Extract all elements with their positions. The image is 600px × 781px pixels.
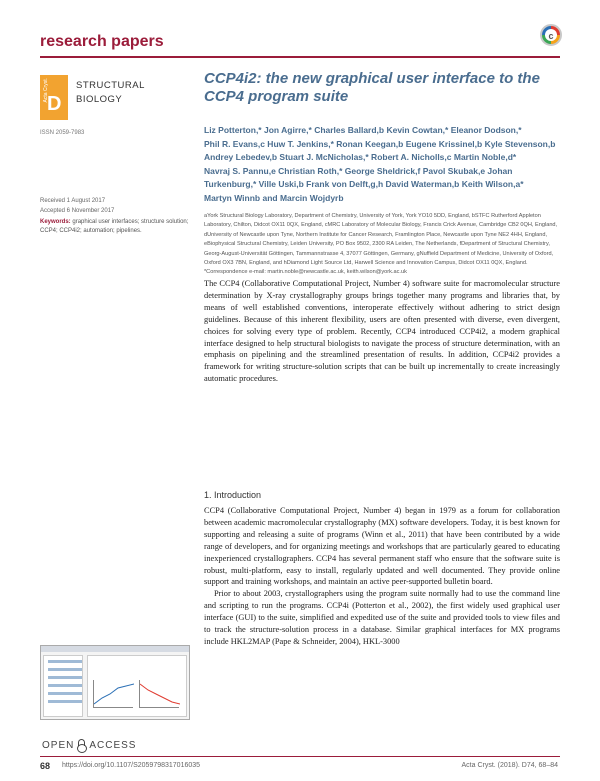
- thumbnail-graph-left-line: [94, 680, 134, 708]
- thumbnail-graph-right-line: [140, 680, 180, 708]
- open-lock-icon: [77, 739, 86, 751]
- thumbnail-row: [48, 684, 82, 687]
- body-text: [204, 505, 560, 648]
- title-line1: CCP4i2: the new graphical user interface to the: [204, 70, 540, 87]
- author-line: Andrey Lebedev,b Stuart J. McNicholas,* Robert A. Nicholls,c Martin Noble,d*: [204, 152, 517, 162]
- body-paragraph: Prior to about 2003, crystallographers using the program suite normally had to use the command line and scripting to run the programs. CCP4i (Potterton et al., 2002), the first widely used graphical user interface (GUI) to the suite, simplified and expedited use of the suite and provided tools to view files and to track the structure-solution process in a database. Similar graphical interfaces for MX programs include HKL2MAP (Pape & Schneider, 2004), HKL-3000: [204, 589, 560, 646]
- crossmark-glyph: c: [548, 31, 554, 41]
- thumbnail-graph-right: [139, 680, 179, 708]
- thumbnail-row: [48, 692, 82, 695]
- doi-link[interactable]: https://doi.org/10.1107/S2059798317016035: [62, 762, 201, 769]
- open-access-label: OPEN: [42, 739, 75, 751]
- open-access-badge: [42, 739, 136, 751]
- author-line: Phil R. Evans,c Huw T. Jenkins,* Ronan Keegan,b Eugene Krissinel,b Kyle Stevenson,b: [204, 138, 556, 149]
- section-heading: 1. Introduction: [204, 490, 262, 500]
- body-paragraph: CCP4 (Collaborative Computational Project, Number 4) began in 1979 as a forum for collaboration between academic macromolecular crystallography (MX) software developers. Today, it is best known for supporting and releasing a suite of programs (Winn et al., 2011) that have been contributed by a wide range of developers, and for organizing meetings and workshops that are particularly geared to educating inexperienced crystallographers. CCP4 has several permanent staff who ensure that the software suite is robust, multi-platform, easy to install, regularly updated and well documented. They provide online support and training workshops, and maintain an active peer-supported bulletin board.: [204, 506, 560, 587]
- open-access-label2: ACCESS: [89, 739, 137, 751]
- keywords-label: Keywords:: [40, 219, 71, 225]
- logo-letter: D: [47, 93, 62, 115]
- author-line: Martyn Winnb and Marcin Wojdyrb: [204, 192, 344, 203]
- title-line2: CCP4 program suite: [204, 88, 349, 105]
- affiliations: aYork Structural Biology Laboratory, Department of Chemistry, University of York, York YO10 5DD, England, bSTFC Rutherford Appleton Laboratory, Chilton, Didcot OX11 0QX, England, cMRC Laboratory of Molecular Biology, Francis Crick Avenue, Cambridge CB2 0QH, England, dUniversity of Newcastle upon Tyne, Northern Institute for Cancer Research, Framlington Place, Newcastle upon Tyne NE2 4HH, England, eBiophysical Structural Chemistry, Leiden University, PO Box 9502, 2300 RA Leiden, The Netherlands, fDepartment of Structural Chemistry, Georg-August-Universität Göttingen, Tammannstrasse 4, 37077 Göttingen, Germany, gNuffield Department of Medicine, University of Oxford, Oxford OX3 7BN, England, and hDiamond Light Source Ltd, Harwell Science and Innovation Campus, Didcot OX11 0QX, England. *Correspondence e-mail: martin.noble@newcastle.ac.uk, keith.wilson@york.ac.uk: [204, 213, 558, 276]
- thumbnail-graph-left: [93, 680, 133, 708]
- logo-vertical-text: Acta Cryst.: [43, 78, 49, 103]
- thumbnail-row: [48, 660, 82, 663]
- thumbnail-sidebar: [43, 655, 83, 717]
- crossmark-icon[interactable]: [540, 24, 562, 46]
- journal-logo: [40, 75, 68, 120]
- author-line: Navraj S. Pannu,e Christian Roth,* George Sheldrick,f Pavol Skubak,e Johan: [204, 165, 513, 176]
- footer-divider: [40, 756, 560, 757]
- header-divider: [40, 56, 560, 58]
- thumbnail-row: [48, 676, 82, 679]
- journal-name: [76, 79, 145, 107]
- keywords: [40, 218, 190, 236]
- gui-screenshot-thumbnail: [40, 645, 190, 720]
- author-line: Turkenburg,* Ville Uski,b Frank von Delft,g,h David Waterman,b Keith Wilson,a*: [204, 179, 524, 189]
- keywords-text: graphical user interfaces; structure solution; CCP4; CCP4i2; automation; pipelines.: [40, 219, 189, 234]
- article-dates: [40, 196, 114, 216]
- thumbnail-titlebar: [41, 646, 189, 652]
- abstract: The CCP4 (Collaborative Computational Project, Number 4) software suite for macromolecular structure determination by X-ray crystallography groups brings together many programs and libraries that, by means of well established conventions, interoperate effectively without adhering to strict design guidelines. Because of this inherent flexibility, users are often presented with diverse, even divergent, choices for solving every type of problem. Recently, CCP4 introduced CCP4i2, a modern graphical interface designed to help structural biologists to navigate the process of structure determination, with an emphasis on pipelining and the streamlined presentation of results. In addition, CCP4i2 provides a framework for writing structure-solution scripts that can be built up incrementally to create increasingly automatic procedures.: [204, 279, 560, 384]
- accepted-date: Accepted 6 November 2017: [40, 208, 115, 214]
- author-list: [204, 124, 564, 205]
- journal-citation: Acta Cryst. (2018). D74, 68–84: [461, 762, 558, 769]
- author-line: Liz Potterton,* Jon Agirre,* Charles Ballard,b Kevin Cowtan,* Eleanor Dodson,*: [204, 125, 522, 135]
- section-label: research papers: [40, 33, 164, 50]
- article-title: [204, 70, 560, 106]
- issn: ISSN 2059-7983: [40, 130, 85, 136]
- thumbnail-row: [48, 668, 82, 671]
- journal-name-line1: STRUCTURAL: [76, 80, 145, 91]
- thumbnail-row: [48, 700, 82, 703]
- received-date: Received 1 August 2017: [40, 198, 106, 204]
- page-number: 68: [40, 761, 51, 771]
- journal-name-line2: BIOLOGY: [76, 94, 123, 105]
